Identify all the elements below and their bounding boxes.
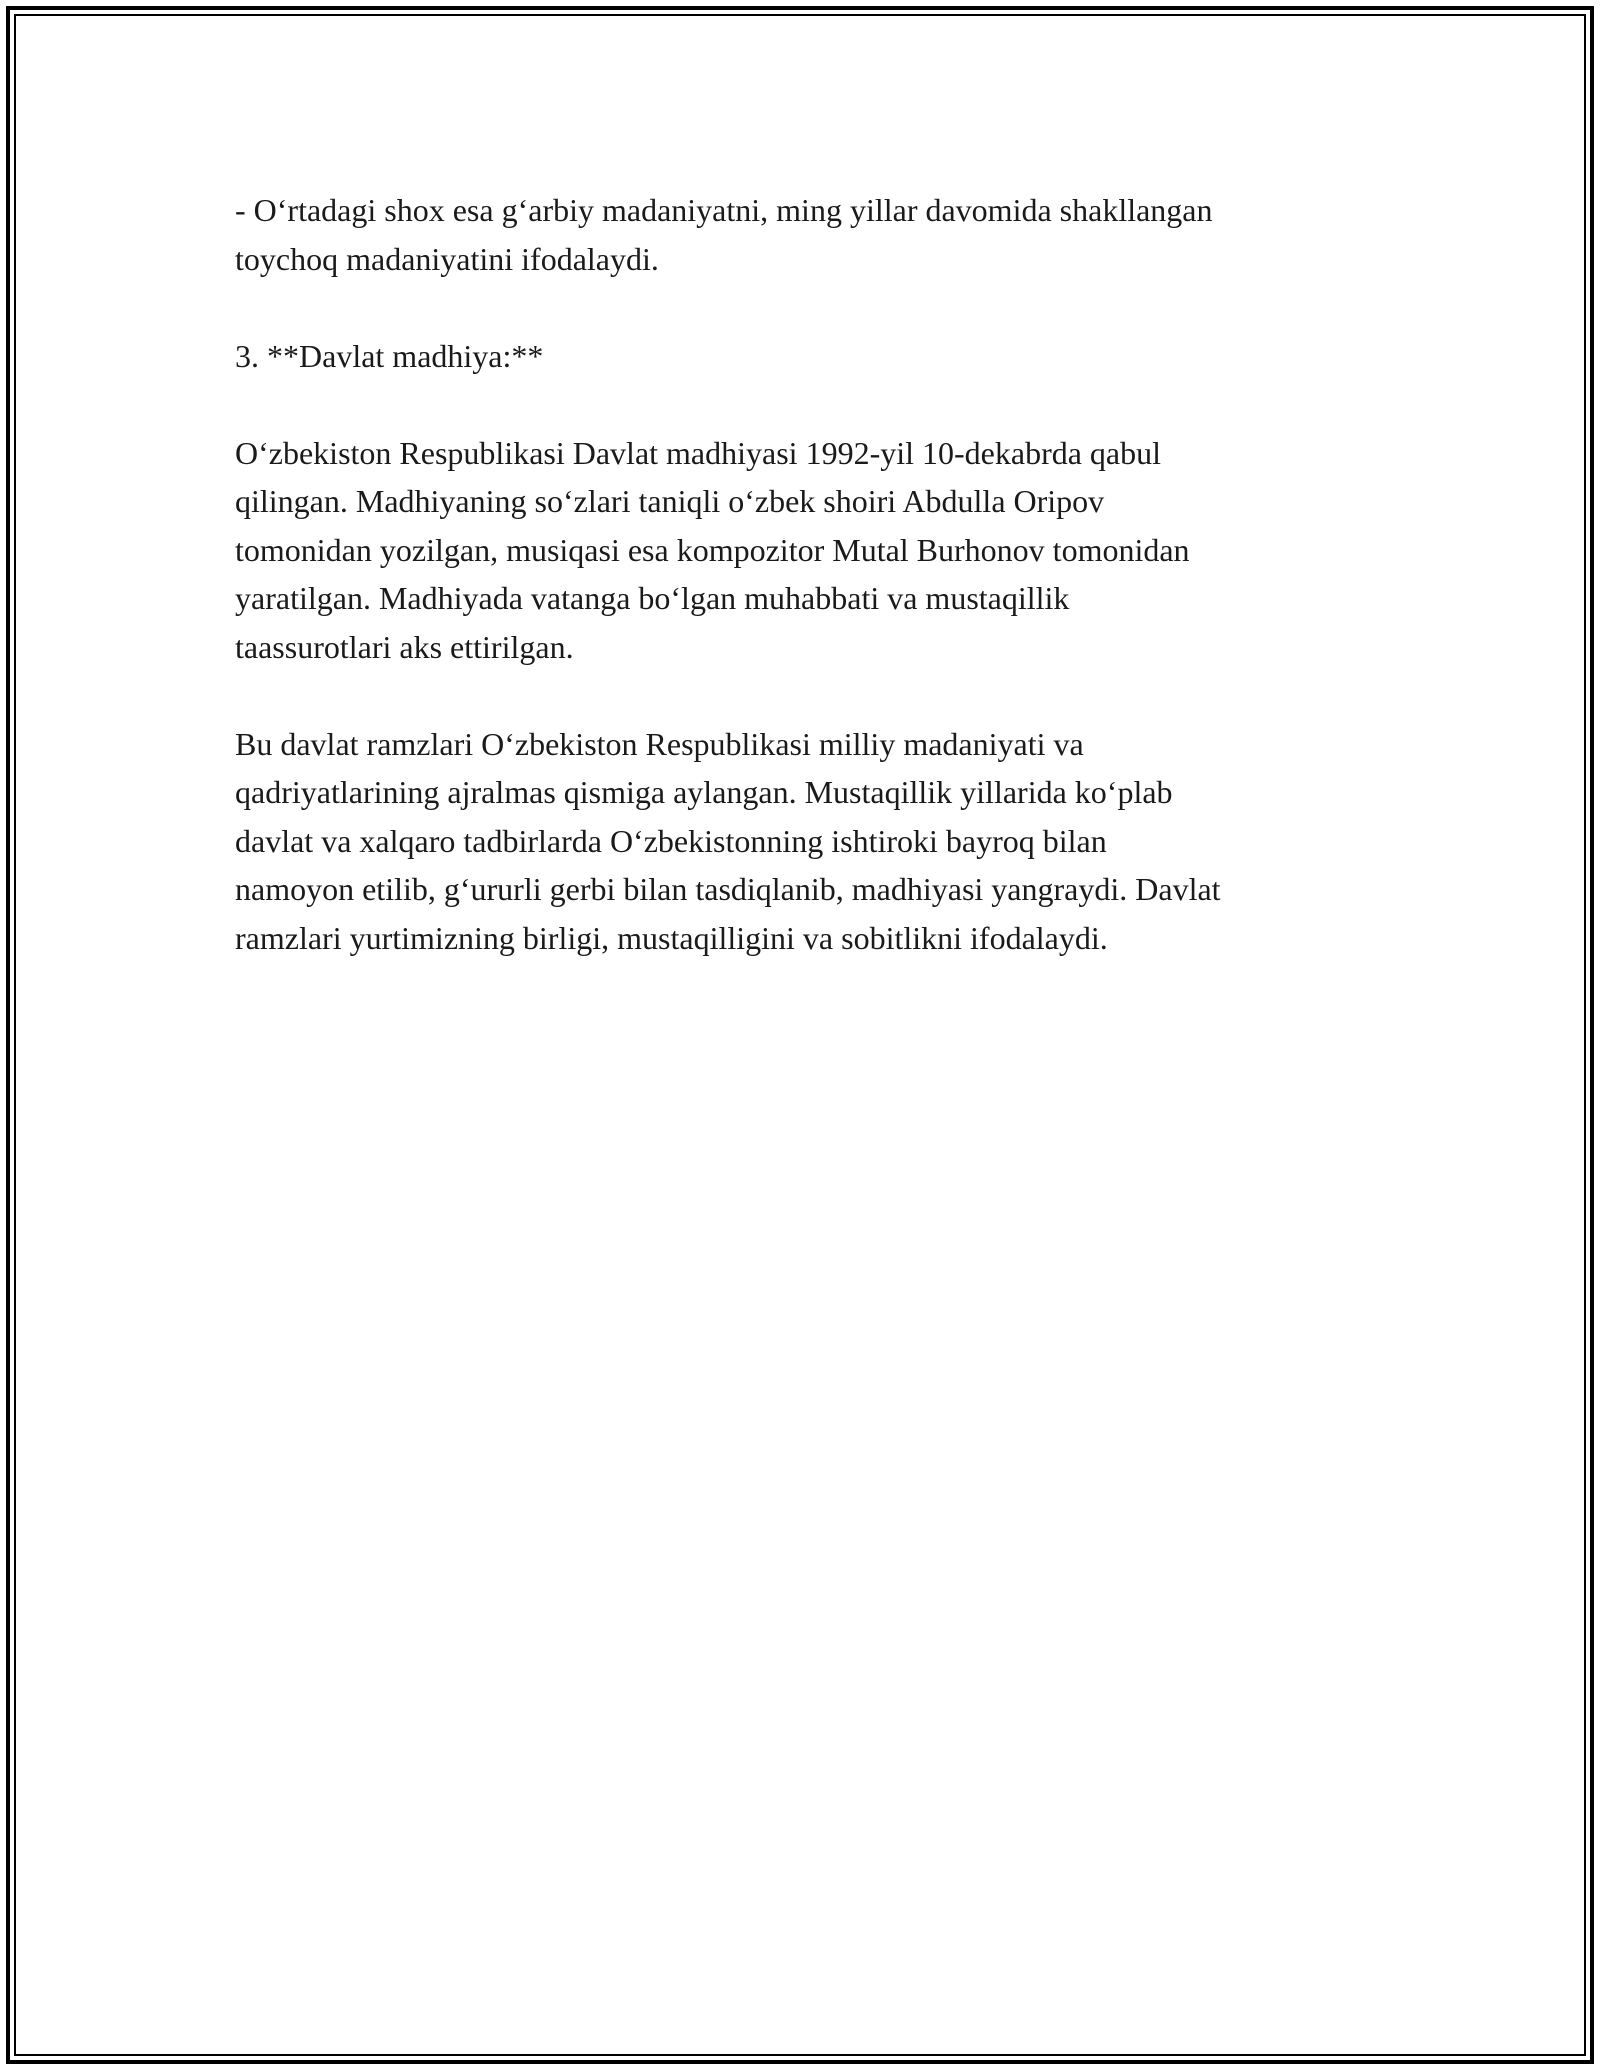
text-line: - O‘rtadagi shox esa g‘arbiy madaniyatni, ming yillar davomida shakllangan <box>235 192 1213 228</box>
text-line: Bu davlat ramzlari O‘zbekiston Respublikasi milliy madaniyati va <box>235 725 1084 762</box>
text-line: toychoq madaniyatini ifodalaydi. <box>235 240 659 277</box>
text-line: yaratilgan. Madhiyada vatanga bo‘lgan muhabbati va mustaqillik <box>235 580 1070 616</box>
text-line: qadriyatlarining ajralmas qismiga aylangan. Mustaqillik yillarida ko‘plab <box>235 774 1173 810</box>
document-body <box>235 186 1375 1011</box>
paragraph-conclusion <box>235 720 1375 963</box>
text-line: taassurotlari aks ettirilgan. <box>235 628 574 665</box>
text-line: O‘zbekiston Respublikasi Davlat madhiyasi 1992-yil 10-dekabrda qabul <box>235 434 1162 471</box>
text-line: qilingan. Madhiyaning so‘zlari taniqli o‘zbek shoiri Abdulla Oripov <box>235 483 1105 519</box>
text-line: tomonidan yozilgan, musiqasi esa kompozitor Mutal Burhonov tomonidan <box>235 531 1190 568</box>
paragraph-middle-horn <box>235 186 1375 283</box>
section-heading-anthem <box>235 332 1375 381</box>
heading-text: 3. **Davlat madhiya:** <box>235 337 544 374</box>
text-line: davlat va xalqaro tadbirlarda O‘zbekistonning ishtiroki bayroq bilan <box>235 822 1107 859</box>
text-line: ramzlari yurtimizning birligi, mustaqilligini va sobitlikni ifodalaydi. <box>235 919 1108 956</box>
paragraph-anthem-description <box>235 429 1375 672</box>
text-line: namoyon etilib, g‘ururli gerbi bilan tasdiqlanib, madhiyasi yangraydi. Davlat <box>235 871 1221 907</box>
